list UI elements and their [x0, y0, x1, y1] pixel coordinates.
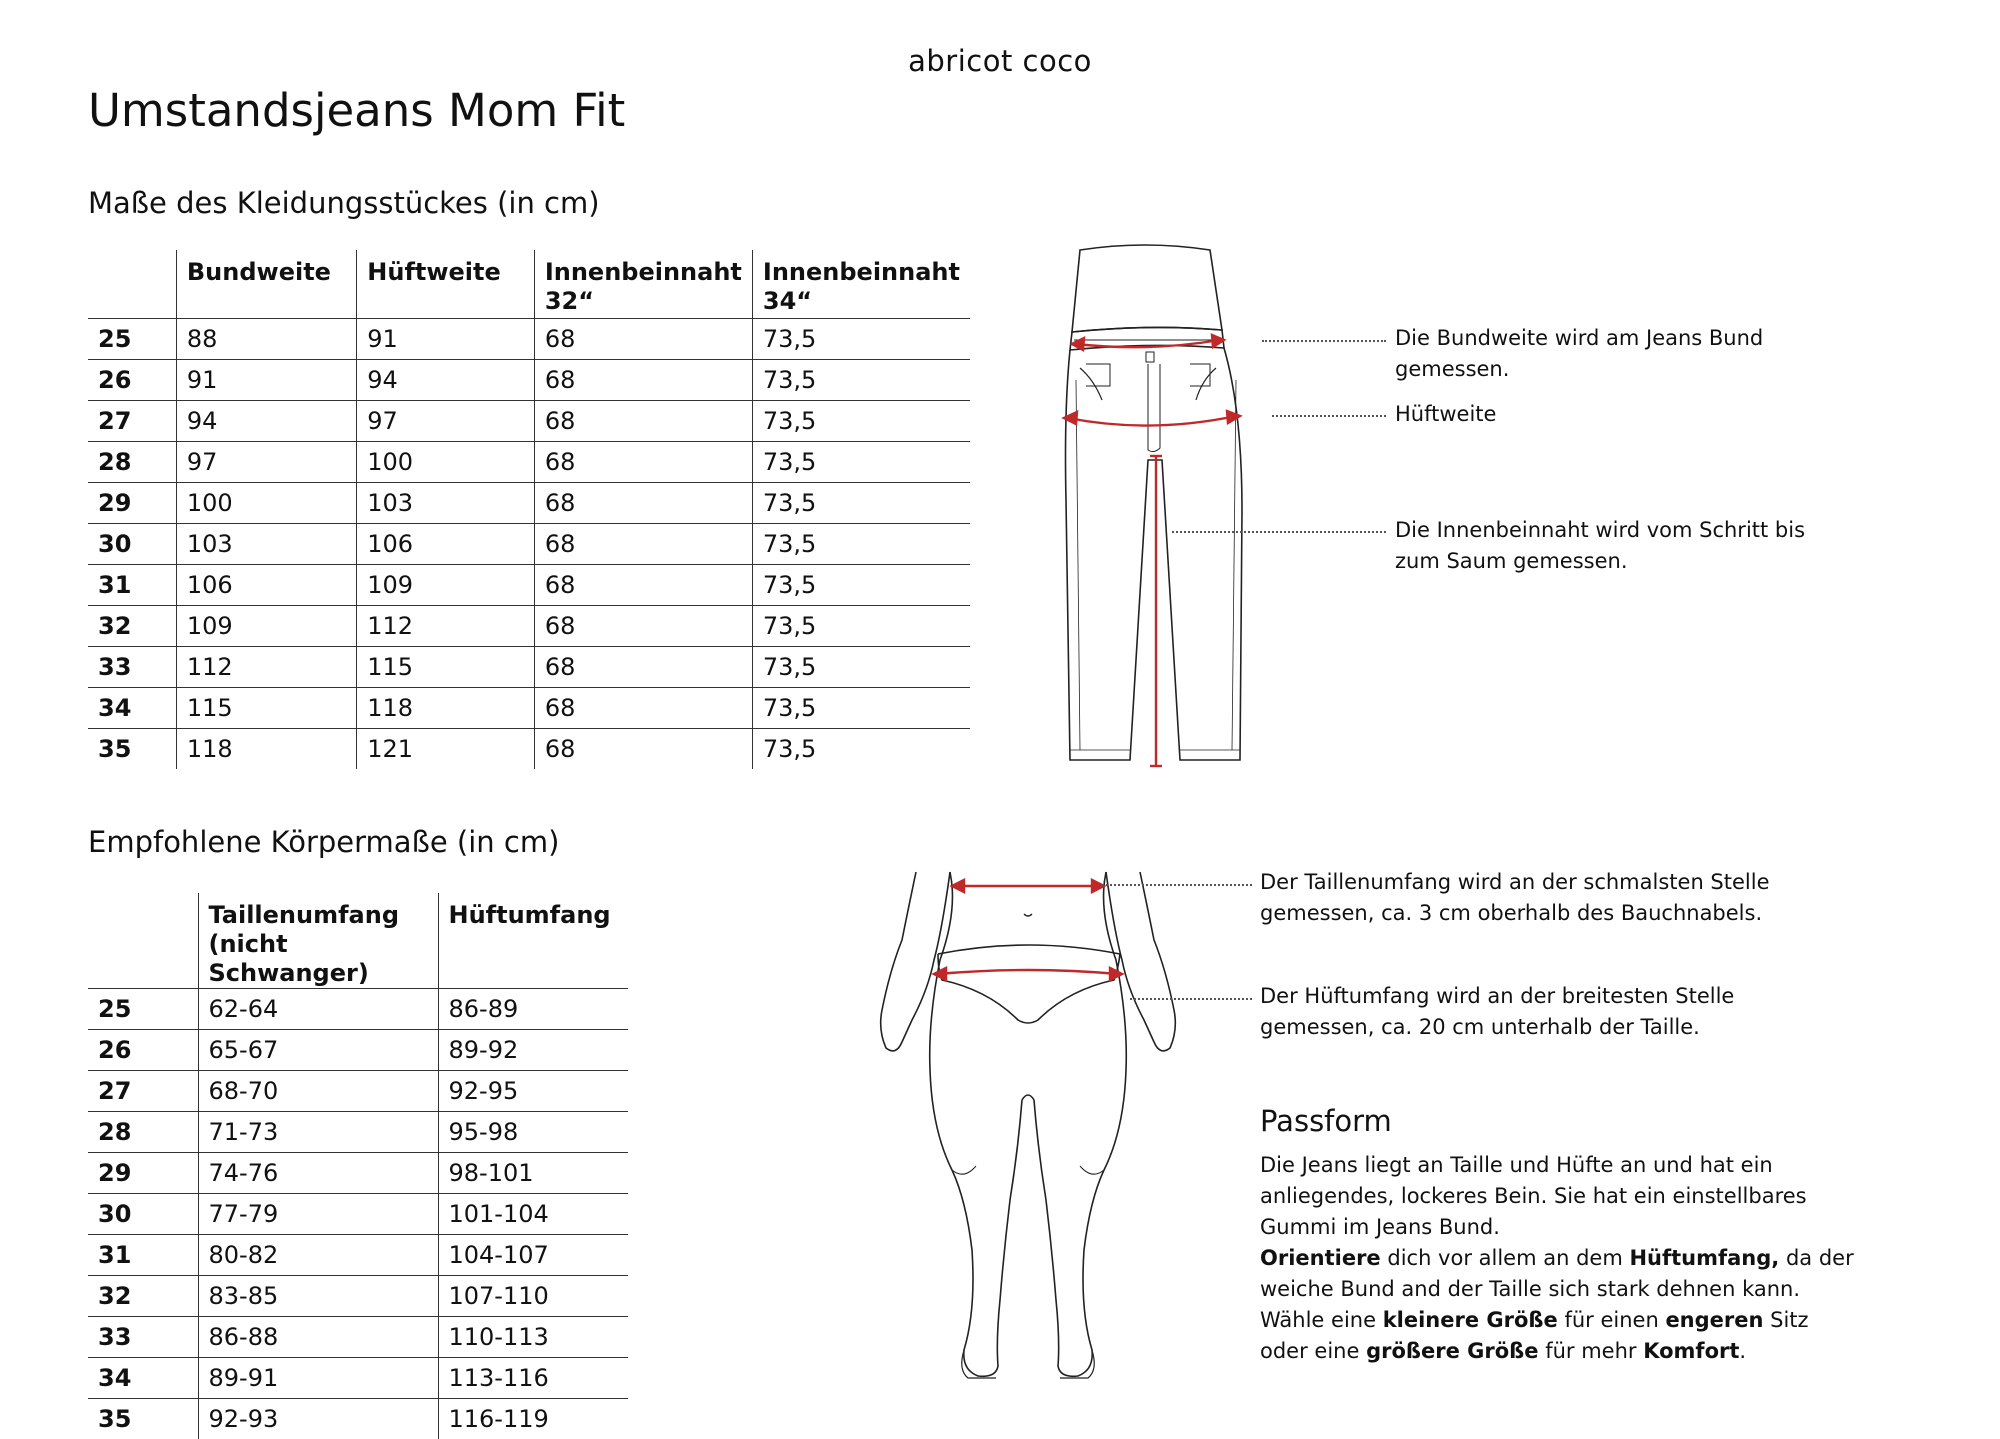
- garment-cell-huefte: 109: [357, 564, 535, 605]
- garment-row: [88, 523, 970, 564]
- body-cell-waist: 68-70: [198, 1071, 438, 1112]
- garment-cell-inseam34: 73,5: [752, 318, 970, 359]
- body-cell-hip: 95-98: [438, 1112, 628, 1153]
- garment-cell-inseam34: 73,5: [752, 482, 970, 523]
- body-table-header: [88, 893, 628, 989]
- body-cell-size: 25: [88, 989, 198, 1030]
- leader-hip: [1130, 998, 1252, 1000]
- garment-cell-inseam34: 73,5: [752, 564, 970, 605]
- garment-cell-bund: 106: [176, 564, 356, 605]
- garment-cell-bund: 112: [176, 646, 356, 687]
- garment-cell-bund: 88: [176, 318, 356, 359]
- garment-cell-inseam34: 73,5: [752, 359, 970, 400]
- body-cell-waist: 83-85: [198, 1276, 438, 1317]
- body-row: [88, 1276, 628, 1317]
- body-cell-waist: 89-91: [198, 1358, 438, 1399]
- garment-cell-inseam32: 68: [534, 605, 752, 646]
- garment-cell-bund: 97: [176, 441, 356, 482]
- body-cell-size: 30: [88, 1194, 198, 1235]
- note-waist: Der Taillenumfang wird an der schmalsten Stelle gemessen, ca. 3 cm oberhalb des Bauchnabels.: [1260, 867, 1820, 929]
- fit-p2-bold-2: Hüftumfang,: [1629, 1246, 1779, 1270]
- body-cell-waist: 71-73: [198, 1112, 438, 1153]
- body-cell-size: 27: [88, 1071, 198, 1112]
- fit-paragraph-1: Die Jeans liegt an Taille und Hüfte an und hat ein anliegendes, lockeres Bein. Sie hat ein einstellbares Gummi im Jeans Bund.: [1260, 1150, 1860, 1243]
- body-cell-waist: 80-82: [198, 1235, 438, 1276]
- garment-cell-bund: 109: [176, 605, 356, 646]
- garment-cell-inseam32: 68: [534, 400, 752, 441]
- garment-cell-huefte: 112: [357, 605, 535, 646]
- body-row: [88, 1030, 628, 1071]
- garment-cell-bund: 91: [176, 359, 356, 400]
- garment-cell-inseam32: 68: [534, 359, 752, 400]
- garment-cell-size: 26: [88, 359, 176, 400]
- body-cell-hip: 110-113: [438, 1317, 628, 1358]
- garment-row: [88, 318, 970, 359]
- garment-row: [88, 441, 970, 482]
- fit-p3-b4: Komfort: [1643, 1339, 1739, 1363]
- garment-row: [88, 400, 970, 441]
- body-cell-size: 33: [88, 1317, 198, 1358]
- garment-cell-inseam34: 73,5: [752, 605, 970, 646]
- garment-cell-huefte: 94: [357, 359, 535, 400]
- body-cell-size: 35: [88, 1399, 198, 1439]
- garment-cell-inseam34: 73,5: [752, 687, 970, 728]
- garment-cell-huefte: 97: [357, 400, 535, 441]
- body-cell-waist: 65-67: [198, 1030, 438, 1071]
- body-row: [88, 1358, 628, 1399]
- garment-cell-inseam32: 68: [534, 318, 752, 359]
- body-cell-hip: 107-110: [438, 1276, 628, 1317]
- garment-cell-inseam32: 68: [534, 728, 752, 769]
- body-row: [88, 1153, 628, 1194]
- leader-waist: [1102, 884, 1252, 886]
- garment-cell-inseam32: 68: [534, 564, 752, 605]
- body-cell-hip: 104-107: [438, 1235, 628, 1276]
- garment-header-hueftweite: Hüftweite: [357, 250, 535, 318]
- garment-row: [88, 728, 970, 769]
- body-cell-hip: 92-95: [438, 1071, 628, 1112]
- body-header-size: [88, 893, 198, 989]
- garment-cell-inseam34: 73,5: [752, 728, 970, 769]
- body-cell-waist: 77-79: [198, 1194, 438, 1235]
- garment-heading: Maße des Kleidungsstückes (in cm): [88, 186, 600, 220]
- fit-paragraph-3: [1260, 1305, 1860, 1367]
- jeans-illustration: [1050, 240, 1250, 770]
- garment-cell-inseam34: 73,5: [752, 441, 970, 482]
- garment-cell-size: 28: [88, 441, 176, 482]
- garment-cell-size: 30: [88, 523, 176, 564]
- fit-p3-t1: Wähle eine: [1260, 1308, 1383, 1332]
- garment-row: [88, 482, 970, 523]
- garment-cell-inseam32: 68: [534, 687, 752, 728]
- body-cell-hip: 86-89: [438, 989, 628, 1030]
- garment-cell-huefte: 121: [357, 728, 535, 769]
- leader-inseam: [1172, 531, 1386, 533]
- body-cell-size: 34: [88, 1358, 198, 1399]
- fit-paragraph-2: [1260, 1243, 1860, 1305]
- note-bundweite: Die Bundweite wird am Jeans Bund gemessen.: [1395, 323, 1815, 385]
- garment-cell-size: 29: [88, 482, 176, 523]
- garment-cell-bund: 100: [176, 482, 356, 523]
- garment-cell-size: 34: [88, 687, 176, 728]
- body-cell-hip: 116-119: [438, 1399, 628, 1439]
- fit-p2-text-2: da der weiche Bund and der Taille sich stark dehnen kann.: [1260, 1246, 1854, 1301]
- body-cell-waist: 92-93: [198, 1399, 438, 1439]
- garment-cell-inseam34: 73,5: [752, 523, 970, 564]
- fit-p3-t5: .: [1739, 1339, 1746, 1363]
- body-cell-size: 28: [88, 1112, 198, 1153]
- leader-bund: [1262, 340, 1386, 342]
- body-cell-size: 26: [88, 1030, 198, 1071]
- body-row: [88, 989, 628, 1030]
- garment-table-header: [88, 250, 970, 318]
- garment-header-inseam34: Innenbeinnaht 34“: [752, 250, 970, 318]
- garment-table: [88, 250, 970, 769]
- body-cell-hip: 113-116: [438, 1358, 628, 1399]
- fit-heading: Passform: [1260, 1104, 1860, 1138]
- fit-section: [1260, 1104, 1860, 1367]
- fit-p2-bold-1: Orientiere: [1260, 1246, 1381, 1270]
- note-inseam: Die Innenbeinnaht wird vom Schritt bis zum Saum gemessen.: [1395, 515, 1815, 577]
- garment-cell-inseam34: 73,5: [752, 400, 970, 441]
- body-row: [88, 1071, 628, 1112]
- garment-cell-inseam32: 68: [534, 482, 752, 523]
- body-cell-hip: 98-101: [438, 1153, 628, 1194]
- body-row: [88, 1112, 628, 1153]
- garment-cell-size: 35: [88, 728, 176, 769]
- body-row: [88, 1235, 628, 1276]
- fit-p3-t3: Sitz oder eine: [1260, 1308, 1809, 1363]
- garment-cell-huefte: 103: [357, 482, 535, 523]
- garment-row: [88, 687, 970, 728]
- body-header-hip: Hüftumfang: [438, 893, 628, 989]
- garment-cell-size: 33: [88, 646, 176, 687]
- body-table: [88, 893, 628, 1439]
- garment-cell-huefte: 91: [357, 318, 535, 359]
- body-cell-size: 32: [88, 1276, 198, 1317]
- fit-p2-text-1: dich vor allem an dem: [1381, 1246, 1630, 1270]
- garment-header-size: [88, 250, 176, 318]
- body-heading: Empfohlene Körpermaße (in cm): [88, 825, 559, 859]
- garment-cell-inseam34: 73,5: [752, 646, 970, 687]
- garment-cell-size: 32: [88, 605, 176, 646]
- body-cell-size: 29: [88, 1153, 198, 1194]
- garment-header-bundweite: Bundweite: [176, 250, 356, 318]
- garment-cell-inseam32: 68: [534, 441, 752, 482]
- garment-row: [88, 359, 970, 400]
- garment-row: [88, 564, 970, 605]
- garment-cell-inseam32: 68: [534, 646, 752, 687]
- garment-cell-size: 25: [88, 318, 176, 359]
- body-row: [88, 1317, 628, 1358]
- body-row: [88, 1399, 628, 1439]
- garment-cell-size: 31: [88, 564, 176, 605]
- garment-cell-huefte: 115: [357, 646, 535, 687]
- garment-cell-size: 27: [88, 400, 176, 441]
- garment-cell-huefte: 100: [357, 441, 535, 482]
- body-cell-waist: 74-76: [198, 1153, 438, 1194]
- body-cell-waist: 86-88: [198, 1317, 438, 1358]
- garment-cell-bund: 115: [176, 687, 356, 728]
- body-cell-hip: 101-104: [438, 1194, 628, 1235]
- garment-cell-inseam32: 68: [534, 523, 752, 564]
- fit-p3-t4: für mehr: [1539, 1339, 1644, 1363]
- brand-logo-text: abricot coco: [0, 44, 2000, 78]
- garment-cell-bund: 94: [176, 400, 356, 441]
- garment-cell-huefte: 118: [357, 687, 535, 728]
- fit-p3-b2: engeren: [1665, 1308, 1763, 1332]
- body-row: [88, 1194, 628, 1235]
- fit-p3-t2: für einen: [1558, 1308, 1666, 1332]
- fit-p3-b3: größere Größe: [1366, 1339, 1538, 1363]
- body-header-waist: Taillenumfang (nicht Schwanger): [198, 893, 438, 989]
- page-title: Umstandsjeans Mom Fit: [88, 84, 625, 137]
- garment-row: [88, 605, 970, 646]
- body-cell-hip: 89-92: [438, 1030, 628, 1071]
- garment-cell-bund: 118: [176, 728, 356, 769]
- garment-header-inseam32: Innenbeinnaht 32“: [534, 250, 752, 318]
- fit-p3-b1: kleinere Größe: [1383, 1308, 1558, 1332]
- note-hip: Der Hüftumfang wird an der breitesten Stelle gemessen, ca. 20 cm unterhalb der Taille.: [1260, 981, 1800, 1043]
- body-illustration: [868, 870, 1188, 1390]
- leader-huefte: [1272, 415, 1386, 417]
- garment-row: [88, 646, 970, 687]
- note-hueftweite: Hüftweite: [1395, 399, 1815, 430]
- garment-cell-bund: 103: [176, 523, 356, 564]
- body-cell-waist: 62-64: [198, 989, 438, 1030]
- garment-cell-huefte: 106: [357, 523, 535, 564]
- body-cell-size: 31: [88, 1235, 198, 1276]
